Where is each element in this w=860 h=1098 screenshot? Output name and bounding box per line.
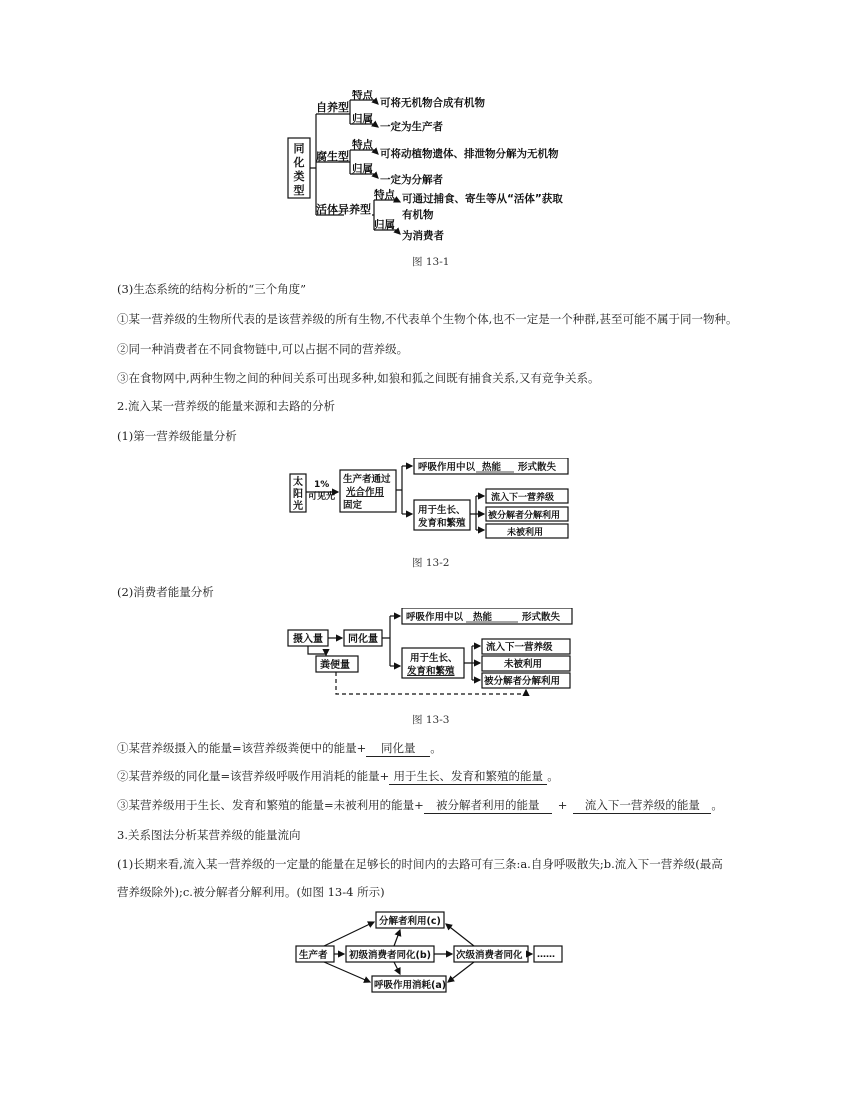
- figure-13-1-caption: 图 13-1: [412, 256, 450, 268]
- fig1-sapro-type: 腐生型: [316, 150, 349, 163]
- fig2-out-unused: 未被利用: [507, 528, 544, 538]
- formula-3-prefix: ③某营养级用于生长、发育和繁殖的能量=未被利用的能量+: [117, 798, 424, 812]
- fig1-root-char2: 化: [293, 156, 305, 169]
- fig3-feces: 粪便量: [320, 660, 350, 671]
- formula-line-1: [117, 740, 442, 757]
- formula-2-suffix: 。: [547, 769, 559, 783]
- section-3-title: 3.关系图法分析某营养级的能量流向: [117, 828, 301, 842]
- fig1-auto-belong-label: 归属: [352, 113, 373, 125]
- fig1-auto-feat-label: 特点: [352, 90, 373, 101]
- fig4-ellipsis: ……: [537, 950, 555, 960]
- fig1-auto-belong: 一定为生产者: [380, 121, 443, 133]
- fig1-auto-feat: 可将无机物合成有机物: [380, 97, 485, 109]
- fig3-out-decomposer: 被分解者分解利用: [484, 676, 561, 687]
- formula-line-2: [117, 768, 559, 785]
- fig1-live-type: 活体异养型: [316, 203, 371, 216]
- paragraph-point-3: ③在食物网中,两种生物之间的种间关系可出现多种,如狼和狐之间既有捕食关系,又有竞争关系。: [117, 371, 600, 385]
- fig3-resp-prefix: 呼吸作用中以: [406, 612, 464, 623]
- fig4-primary-consumer: 初级消费者同化(b): [349, 950, 431, 961]
- fig3-out-next-level: 流入下一营养级: [486, 642, 553, 653]
- figure-13-3: [286, 608, 576, 700]
- fig1-live-feat2: 有机物: [402, 209, 434, 221]
- fig2-out-next-level: 流入下一营养级: [491, 493, 555, 503]
- fig2-resp-prefix: 呼吸作用中以: [418, 462, 476, 473]
- fig2-sun-char2: 阳: [293, 489, 303, 500]
- fig2-resp-blank: 热能: [482, 462, 502, 473]
- fig2-grow-line2: 发育和繁殖: [418, 518, 466, 529]
- fig2-grow-line1: 用于生长、: [418, 505, 466, 516]
- fig1-sapro-belong: 一定为分解者: [380, 174, 443, 186]
- fig2-producer-line1: 生产者通过: [343, 474, 391, 485]
- fig2-percent: 1%: [314, 480, 330, 490]
- formula-2-answer: 用于生长、发育和繁殖的能量: [389, 768, 547, 785]
- fig2-visible-light: 可见光: [308, 492, 336, 502]
- fig1-root-char1: 同: [293, 142, 305, 155]
- figure-13-2: [288, 458, 573, 540]
- fig3-resp-blank: 热能: [473, 612, 493, 623]
- formula-3-plus: +: [557, 798, 568, 812]
- fig2-producer-line2: 光合作用: [346, 487, 385, 498]
- subsection-1-heading: (1)第一营养级能量分析: [117, 429, 237, 443]
- fig1-live-feat-label: 特点: [374, 189, 395, 201]
- section-2-heading: 2.流入某一营养级的能量来源和去路的分析: [117, 399, 335, 413]
- formula-1-answer: 同化量: [366, 740, 430, 757]
- subsection-2-heading: (2)消费者能量分析: [117, 585, 214, 599]
- paragraph-longterm-1: (1)长期来看,流入某一营养级的一定量的能量在足够长的时间内的去路可有三条:a.自身呼吸散失;b.流入下一营养级(最高: [117, 857, 723, 871]
- figure-13-3-caption: 图 13-3: [412, 714, 450, 726]
- paragraph-longterm-2: 营养级除外);c.被分解者分解利用。(如图 13-4 所示): [117, 885, 385, 899]
- figure-13-2-caption: 图 13-2: [412, 557, 450, 569]
- fig2-sun-char1: 太: [293, 477, 303, 488]
- fig2-producer-line3: 固定: [343, 500, 363, 511]
- fig2-sun-char3: 光: [293, 501, 303, 512]
- fig4-secondary-consumer: 次级消费者同化: [456, 950, 523, 961]
- fig1-live-belong-label: 归属: [374, 219, 395, 231]
- formula-3-answer-1: 被分解者利用的能量: [424, 797, 552, 814]
- fig1-live-belong: 为消费者: [402, 230, 444, 242]
- fig2-resp-suffix: 形式散失: [518, 462, 557, 473]
- paragraph-point-1: ①某一营养级的生物所代表的是该营养级的所有生物,不代表单个生物个体,也不一定是一个种群,甚至可能不属于同一物种。: [117, 312, 738, 326]
- fig3-grow-line2: 发育和繁殖: [407, 666, 455, 677]
- figure-13-4: [294, 908, 566, 994]
- fig1-sapro-feat: 可将动植物遗体、排泄物分解为无机物: [380, 148, 559, 160]
- fig1-root-char3: 类: [293, 170, 305, 183]
- formula-2-prefix: ②某营养级的同化量=该营养级呼吸作用消耗的能量+: [117, 769, 390, 783]
- fig1-live-feat1: 可通过捕食、寄生等从“活体”获取: [402, 193, 563, 205]
- formula-3-suffix: 。: [711, 798, 723, 812]
- formula-1-prefix: ①某营养级摄入的能量=该营养级粪便中的能量+: [117, 741, 367, 755]
- paragraph-point-2: ②同一种消费者在不同食物链中,可以占据不同的营养级。: [117, 342, 409, 356]
- fig3-out-unused: 未被利用: [504, 659, 543, 670]
- fig4-respiration: 呼吸作用消耗(a): [374, 980, 447, 991]
- fig4-producer: 生产者: [299, 950, 328, 961]
- fig1-sapro-feat-label: 特点: [352, 139, 373, 151]
- section-3-heading: (3)生态系统的结构分析的“三个角度”: [117, 282, 307, 296]
- formula-1-suffix: 。: [430, 741, 442, 755]
- formula-3-answer-2: 流入下一营养级的能量: [573, 797, 711, 814]
- fig3-assimilation: 同化量: [348, 634, 378, 645]
- fig1-auto-type: 自养型: [316, 101, 349, 114]
- fig1-root-char4: 型: [293, 184, 305, 197]
- fig4-decomposer: 分解者利用(c): [379, 916, 441, 927]
- figure-13-1: [282, 90, 592, 248]
- fig3-resp-suffix: 形式散失: [522, 612, 561, 623]
- fig3-intake: 摄入量: [293, 634, 323, 645]
- formula-line-3: [117, 797, 723, 814]
- fig2-out-decomposer: 被分解者分解利用: [488, 511, 561, 521]
- fig1-sapro-belong-label: 归属: [352, 163, 373, 175]
- fig3-grow-line1: 用于生长、: [410, 653, 458, 664]
